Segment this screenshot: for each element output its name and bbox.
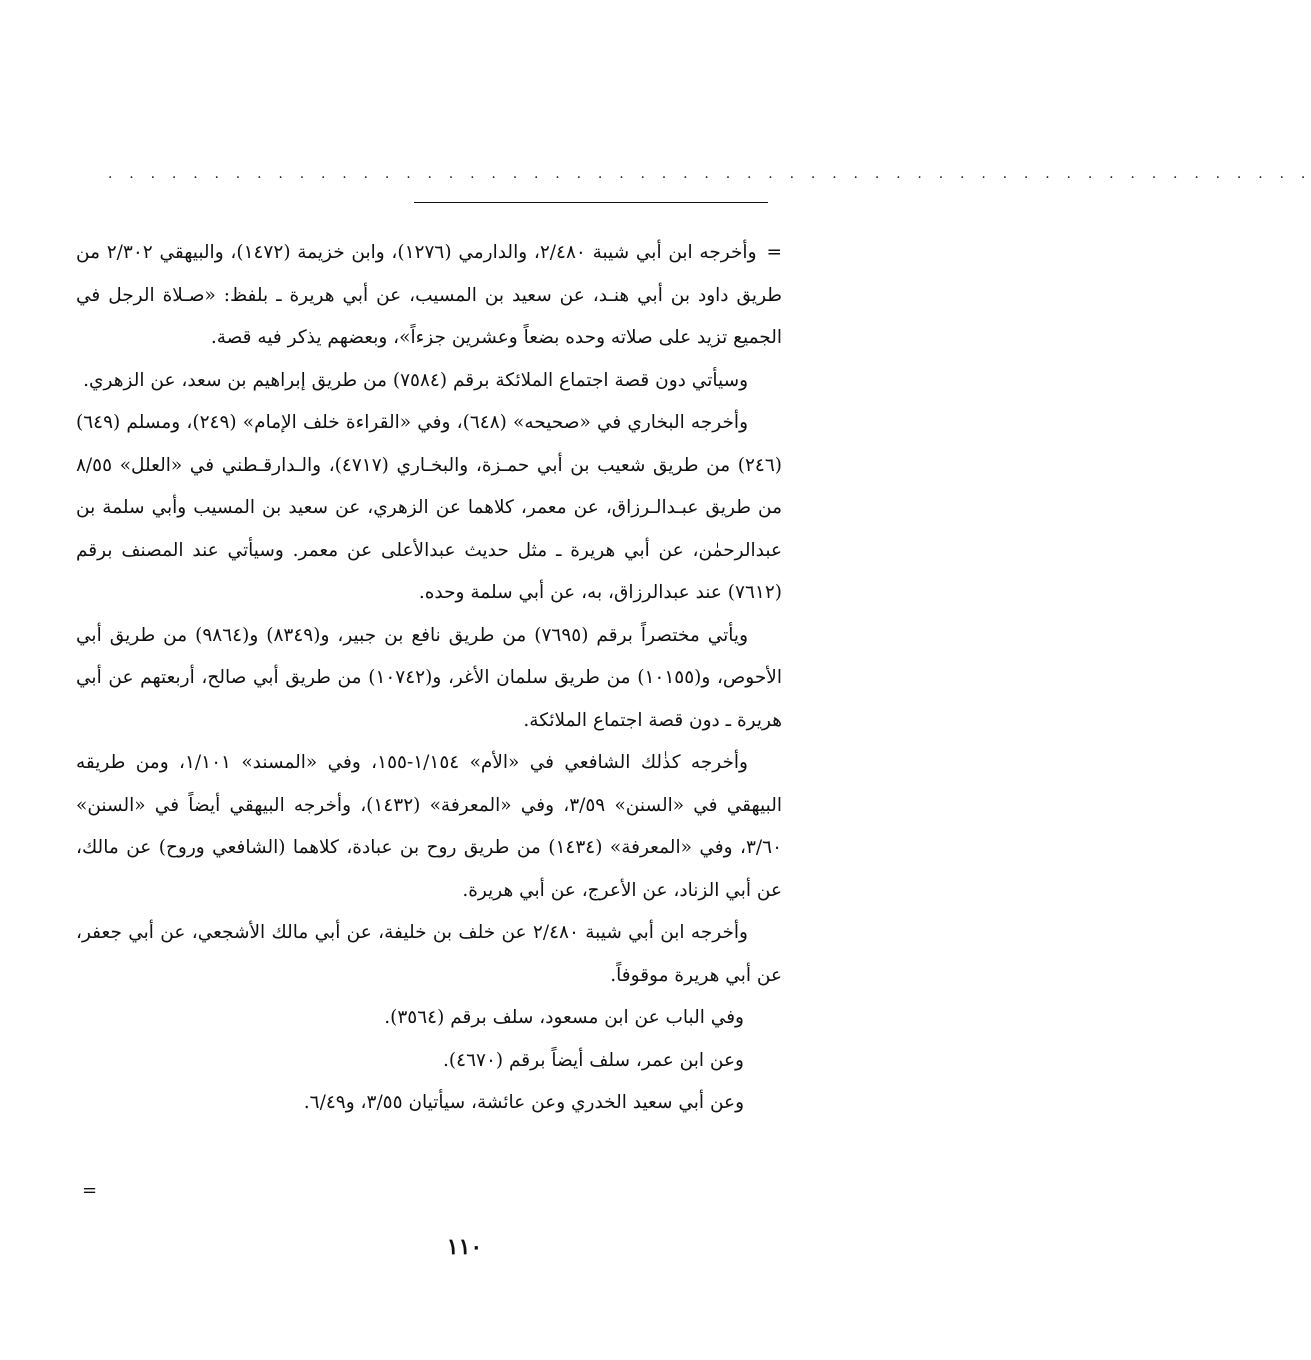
footnotes-block — [76, 232, 782, 1125]
dotted-separator: . . . . . . . . . . . . . . . . . . . . . . . . . . . . . . . . . . . . . . . . . . . . . . . . . . . . . . . . . — [108, 166, 1311, 182]
reference-line: وعن ابن عمر، سلف أيضاً برقم (٤٦٧٠). — [443, 1049, 744, 1071]
footnote-paragraph: وسيأتي دون قصة اجتماع الملائكة برقم (٧٥٨٤) من طريق إبراهيم بن سعد، عن الزهري. — [83, 369, 748, 391]
footnote-paragraph: وأخرجه البخاري في «صحيحه» (٦٤٨)، وفي «القراءة خلف الإمام» (٢٤٩)، ومسلم (٦٤٩) (٢٤٦) من طريق شعيب بن أبي حمـزة، والبخـاري (٤٧١٧)، والـدارقـطني في «العلل» ٨/٥٥ من طريق عبـدالـرزاق، عن معمر، كلاهما عن الزهري، عن سعيد بن المسيب وأبي سلمة بن عبدالرحمٰن، عن أبي هريرة ـ مثل حديث عبدالأعلى عن معمر. وسيأتي عند المصنف برقم (٧٦١٢) عند عبدالرزاق، به، عن أبي سلمة وحده. — [76, 412, 782, 603]
reference-line: وفي الباب عن ابن مسعود، سلف برقم (٣٥٦٤). — [384, 1007, 744, 1028]
reference-line — [124, 1082, 782, 1125]
footnote-rule — [414, 202, 768, 203]
continuation-mark: = — [82, 1180, 98, 1201]
reference-text: وعن أبي سعيد الخدري وعن عائشة، سيأتيان ٣/٥٥، و٦/٤٩. — [303, 1092, 744, 1113]
footnote-paragraph: وأخرجه ابن أبي شيبة ٢/٤٨٠ عن خلف بن خليفة، عن أبي مالك الأشجعي، عن أبي جعفر، عن أبي هريرة موقوفاً. — [76, 922, 782, 986]
footnote-paragraph — [76, 232, 782, 360]
continuation-mark: = — [766, 242, 783, 263]
page-number: ١١٠ — [446, 1234, 483, 1260]
footnote-paragraph: وأخرجه كذٰلك الشافعي في «الأم» ١/١٥٤-١٥٥، وفي «المسند» ١/١٠١، ومن طريقه البيهقي في «السنن» ٣/٥٩، وفي «المعرفة» (١٤٣٢)، وأخرجه البيهقي أيضاً في «السنن» ٣/٦٠، وفي «المعرفة» (١٤٣٤) من طريق روح بن عبادة، كلاهما (الشافعي وروح) عن مالك، عن أبي الزناد، عن الأعرج، عن أبي هريرة. — [76, 752, 783, 901]
footnote-text: وأخرجه ابن أبي شيبة ٢/٤٨٠، والدارمي (١٢٧٦)، وابن خزيمة (١٤٧٢)، والبيهقي ٢/٣٠٢ من طريق داود بن أبي هنـد، عن سعيد بن المسيب، عن أبي هريرة ـ بلفظ: «صـلاة الرجل في الجميع تزيد على صلاته وحده بضعاً وعشرين جزءاً»، وبعضهم يذكر فيه قصة. — [76, 242, 782, 348]
footnote-paragraph: ويأتي مختصراً برقم (٧٦٩٥) من طريق نافع بن جبير، و(٨٣٤٩) و(٩٨٦٤) من طريق أبي الأحوص، و(١٠١٥٥) من طريق سلمان الأغر، و(١٠٧٤٢) من طريق أبي صالح، أربعتهم عن أبي هريرة ـ دون قصة اجتماع الملائكة. — [76, 624, 782, 731]
